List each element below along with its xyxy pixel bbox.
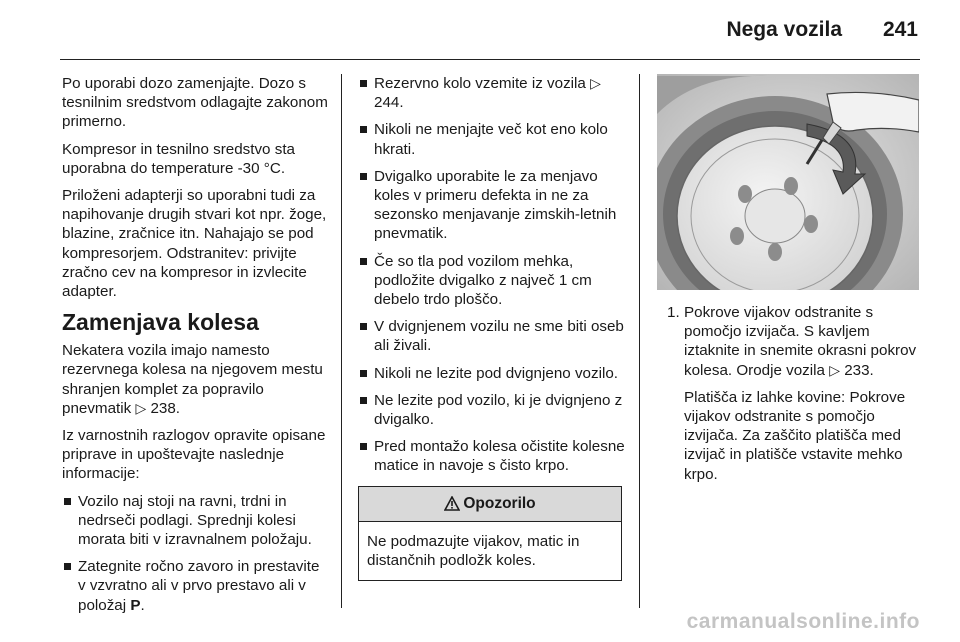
step-paragraph: Platišča iz lahke kovine: Pokrove vijakov odstranite s pomočjo izvijača. Za zaščito platišča med izvijač in platišče vstavite mehko krpo. [684,388,906,483]
page-ref[interactable]: 244. [374,94,404,112]
column-left [62,74,330,623]
step-text-body: Pokrove vijakov odstranite s pomočjo izvijača. S kavljem iztaknite in snemite okrasni pokrov kolesa. Orodje vozila [684,304,917,379]
page-header [0,0,960,58]
page-ref-icon: ▷ [590,75,601,91]
watermark: carmanualsonline.info [686,610,920,633]
list-item-text: Dvigalko uporabite le za menjavo koles v primeru defekta in ne za sezonsko menjavanje zimskih-letnih pnevmatik. [374,167,617,243]
step-list [667,303,925,484]
bullet-list [358,74,626,476]
list-item-text: Pred montažo kolesa očistite kolesne matice in navoje s čisto krpo. [374,438,625,475]
gear-position-p: P [130,596,141,614]
section-title: Zamenjava kolesa [62,309,259,336]
bullet-icon [360,397,367,404]
wheel-cover-image [657,74,919,290]
list-item [358,391,626,429]
list-item-text: Nikoli ne lezite pod dvignjeno vozilo. [374,364,618,382]
list-item-text: V dvignjenem vozilu ne sme biti oseb ali živali. [374,318,624,355]
list-item [358,364,626,383]
list-item [358,437,626,475]
bullet-icon [360,323,367,330]
intro-text: Nekatera vozila imajo namesto rezervnega kolesa na njegovem mestu shranjen komplet za popravilo pnevmatik [62,342,323,417]
paragraph: Priloženi adapterji so uporabni tudi za napihovanje drugih stvari kot npr. žoge, blazine, zračnice itn. Nahajajo se pod kompresorjem. Odstranitev: privijte zračno cev na kompresor in izvlecite adapter. [62,187,327,301]
list-item-text: Rezervno kolo vzemite iz vozila [374,75,591,92]
warning-box [358,486,622,581]
list-item [358,120,626,158]
warning-text: Ne podmazujte vijakov, matic in distančnih podložk koles. [367,532,580,569]
header-title: Nega vozila [726,18,842,41]
column-middle [358,74,626,581]
bullet-icon [360,126,367,133]
warning-header [359,487,621,522]
list-item [62,557,330,615]
column-right [667,303,925,492]
bullet-icon [360,370,367,377]
list-item [358,317,626,355]
warning-title: Opozorilo [463,495,536,513]
page-ref-icon: ▷ [135,399,147,416]
paragraph: Kompresor in tesnilno sredstvo sta uporabna do temperature -30 °C. [62,140,295,177]
page-ref[interactable]: 233. [844,361,874,379]
list-item-text: Ne lezite pod vozilo, ki je dvignjeno z dvigalko. [374,391,623,429]
bullet-list [62,492,330,615]
column-divider-1 [341,74,342,608]
bullet-icon [64,498,71,505]
list-item-text: Če so tla pod vozilom mehka, podložite dvigalko z največ 1 cm debelo trdo ploščo. [374,252,592,309]
list-item-end: . [140,596,145,614]
page-ref-icon: ▷ [829,361,840,378]
header-rule [60,59,920,60]
bullet-icon [64,563,71,570]
list-item [358,167,626,244]
warning-triangle-icon [444,496,460,511]
list-item-text: Zategnite ročno zavoro in prestavite v vzvratno ali v prvo prestavo ali v položaj [78,558,320,614]
page-ref[interactable]: 238. [150,399,181,417]
bullet-icon [360,443,367,450]
bullet-icon [360,80,367,87]
step-number: 1. [667,304,680,321]
paragraph: Po uporabi dozo zamenjajte. Dozo s tesnilnim sredstvom odlagajte zakonom primerno. [62,75,328,131]
list-item [358,252,626,310]
list-item [358,74,626,112]
bullet-icon [360,173,367,180]
wheel-cover-illustration [657,74,919,290]
list-item-text: Nikoli ne menjajte več kot eno kolo hkrati. [374,121,608,158]
bullet-icon [360,258,367,265]
column-divider-2 [639,74,640,608]
page-number: 241 [882,18,918,41]
step-text [684,303,925,380]
list-item-text: Vozilo naj stoji na ravni, trdni in nedrseči podlagi. Sprednji kolesi morata biti v izravnalnem položaju. [78,492,312,549]
paragraph [62,341,330,418]
list-item [62,492,330,550]
step-item [667,303,925,484]
paragraph: Iz varnostnih razlogov opravite opisane priprave in upoštevajte naslednje informacije: [62,427,326,483]
